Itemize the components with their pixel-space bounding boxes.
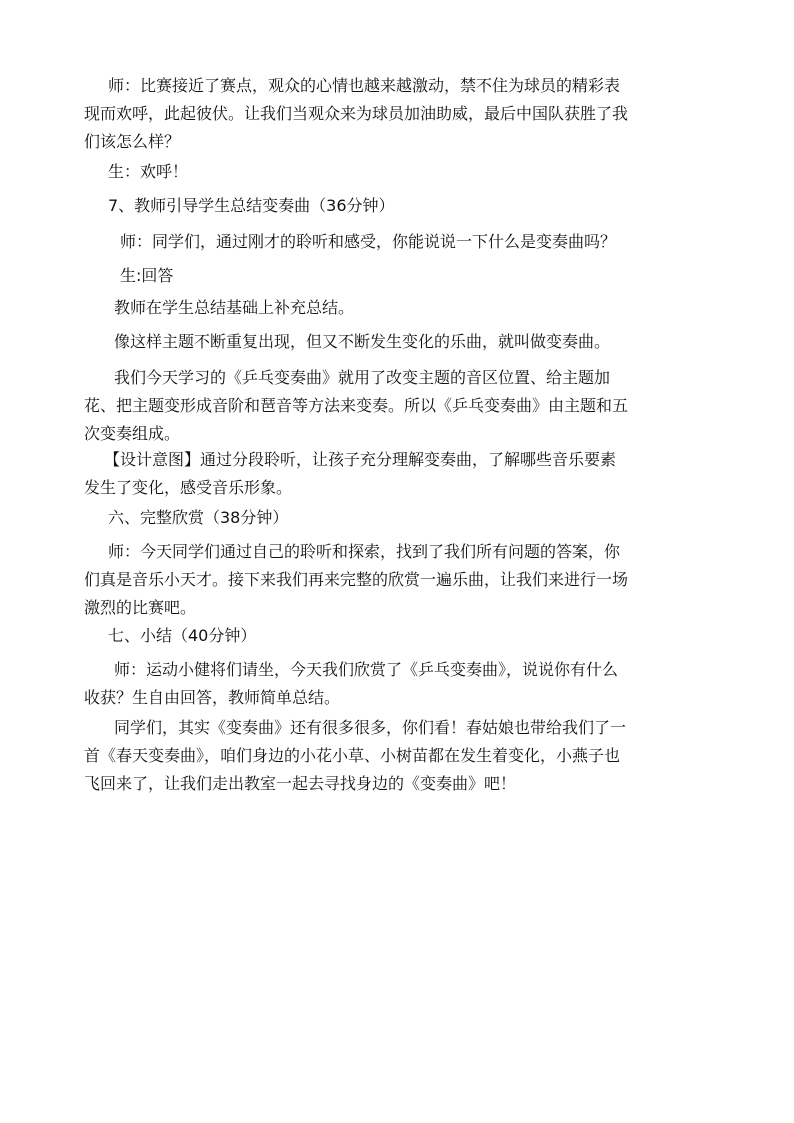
text-line: 发生了变化，感受音乐形象。 xyxy=(84,478,293,497)
text-line: 飞回来了，让我们走出教室一起去寻找身边的《变奏曲》吧！ xyxy=(84,774,517,793)
text-line: 现而欢呼，此起彼伏。让我们当观众来为球员加油助威，最后中国队获胜了我 xyxy=(84,104,629,123)
paragraph-variation-methods xyxy=(84,364,716,448)
section-heading-conclusion xyxy=(84,622,716,650)
text-line: 激烈的比赛吧。 xyxy=(84,598,197,617)
paragraph-conclusion xyxy=(84,656,716,712)
text-line: 教师在学生总结基础上补充总结。 xyxy=(114,298,355,317)
text-line: 们该怎么样？ xyxy=(84,132,181,151)
paragraph-closing xyxy=(84,714,716,798)
paragraph-definition xyxy=(84,328,716,356)
text-line: 我们今天学习的《乒乓变奏曲》就用了改变主题的音区位置、给主题加 xyxy=(114,368,611,387)
paragraph-teacher-summary xyxy=(84,294,716,322)
text-line: 生:回答 xyxy=(120,266,174,285)
paragraph-teacher-question xyxy=(84,228,716,256)
text-line: 同学们，其实《变奏曲》还有很多很多，你们看！春姑娘也带给我们了一 xyxy=(114,718,627,737)
text-line: 六、完整欣赏（38分钟） xyxy=(108,508,289,527)
text-line: 花、把主题变形成音阶和琶音等方法来变奏。所以《乒乓变奏曲》由主题和五 xyxy=(84,396,629,415)
text-line: 七、小结（40分钟） xyxy=(108,626,257,645)
text-line: 收获？生自由回答，教师简单总结。 xyxy=(84,688,341,707)
text-line: 师：比赛接近了赛点，观众的心情也越来越激动，禁不住为球员的精彩表 xyxy=(108,76,621,95)
text-line: 们真是音乐小天才。接下来我们再来完整的欣赏一遍乐曲，让我们来进行一场 xyxy=(84,570,629,589)
paragraph-student-answer xyxy=(84,262,716,290)
text-line: 像这样主题不断重复出现，但又不断发生变化的乐曲，就叫做变奏曲。 xyxy=(114,332,611,351)
text-line: 师：今天同学们通过自己的聆听和探索，找到了我们所有问题的答案，你 xyxy=(108,542,621,561)
paragraph-full-listening xyxy=(84,538,716,622)
text-line: 师：同学们，通过刚才的聆听和感受，你能说说一下什么是变奏曲吗？ xyxy=(120,232,617,251)
paragraph-teacher-cheer xyxy=(84,72,716,156)
paragraph-design-intent xyxy=(84,446,716,502)
text-line: 次变奏组成。 xyxy=(84,424,181,443)
section-heading-full-listening xyxy=(84,504,716,532)
text-line: 师：运动小健将们请坐，今天我们欣赏了《乒乓变奏曲》，说说你有什么 xyxy=(114,660,619,679)
paragraph-student-cheer xyxy=(84,158,716,186)
section-heading-summary xyxy=(84,192,716,220)
text-line: 首《春天变奏曲》，咱们身边的小花小草、小树苗都在发生着变化，小燕子也 xyxy=(84,746,621,765)
text-line: 【设计意图】通过分段聆听，让孩子充分理解变奏曲，了解哪些音乐要素 xyxy=(104,450,617,469)
text-line: 7、教师引导学生总结变奏曲（36分钟） xyxy=(108,196,395,215)
text-line: 生：欢呼！ xyxy=(108,162,189,181)
